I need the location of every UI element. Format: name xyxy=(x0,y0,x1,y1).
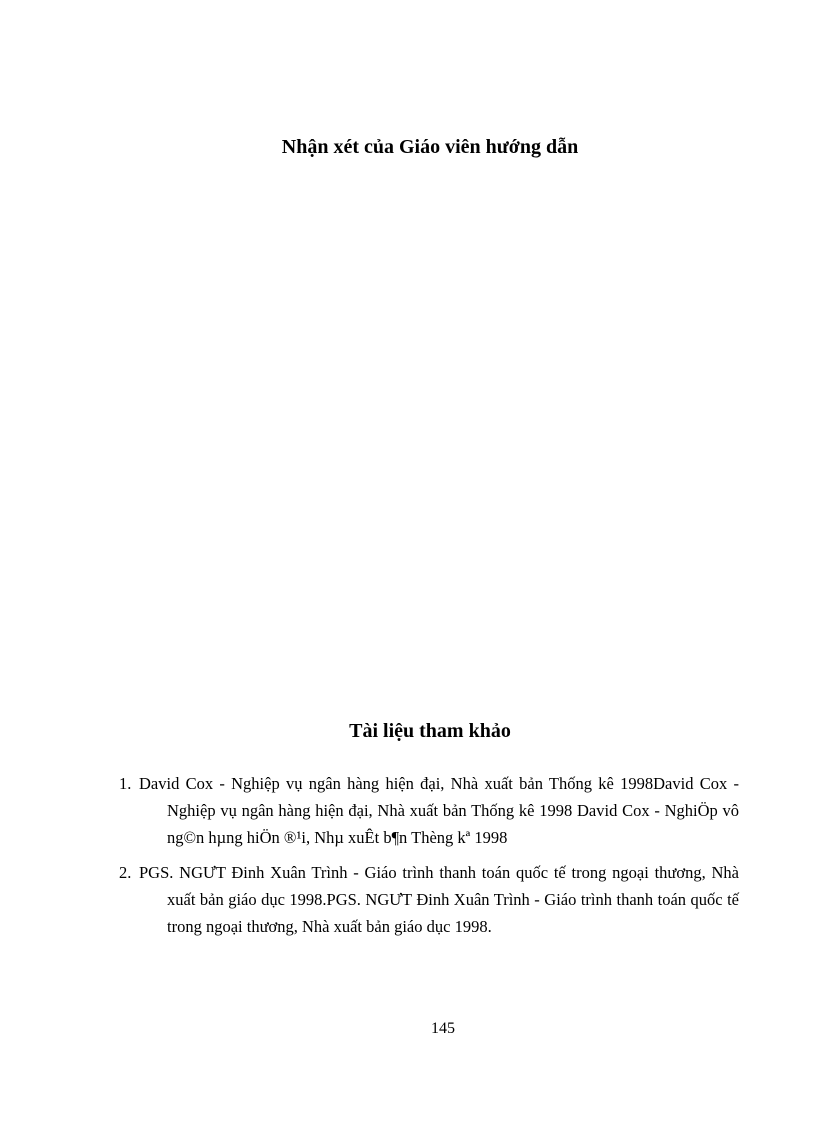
reference-item xyxy=(119,770,739,851)
reference-item xyxy=(119,859,739,940)
references-list xyxy=(119,770,739,948)
references-title: Tài liệu tham khảo xyxy=(349,720,511,742)
reference-text: PGS. NGƯT Đinh Xuân Trình - Giáo trình thanh toán quốc tế trong ngoại thương, Nhà xuất bản giáo dục 1998.PGS. NGƯT Đinh Xuân Trình - Giáo trình thanh toán quốc tế trong ngoại thương, Nhà xuất bản giáo dục 1998. xyxy=(139,863,739,936)
reference-number: 2. xyxy=(119,863,132,882)
reference-number: 1. xyxy=(119,774,132,793)
page-number: 145 xyxy=(431,1020,455,1037)
advisor-comments-title: Nhận xét của Giáo viên hướng dẫn xyxy=(281,136,579,158)
reference-text: David Cox - Nghiệp vụ ngân hàng hiện đại, Nhà xuất bản Thống kê 1998David Cox - Nghiệp vụ ngân hàng hiện đại, Nhà xuất bản Thống kê 1998 David Cox - NghiÖp vô ng©n hµng hiÖn ®¹i, Nhµ xuÊt b¶n Thèng kª 1998 xyxy=(139,774,739,847)
